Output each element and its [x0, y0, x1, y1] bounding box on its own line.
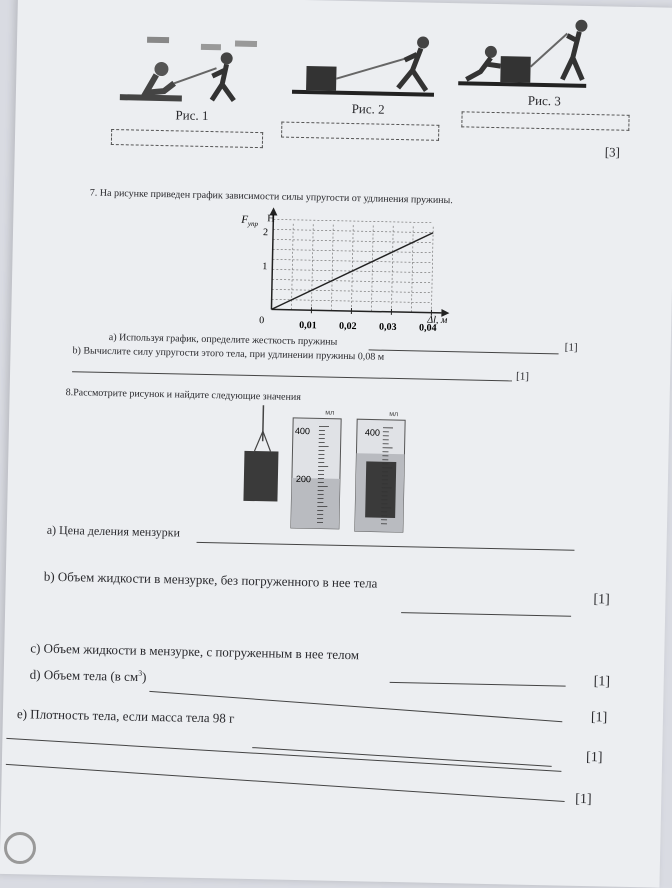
- answer-line-8e-1[interactable]: [252, 747, 551, 767]
- cylinder-2-400: 400: [365, 427, 380, 437]
- x-origin-label: 0: [259, 315, 264, 326]
- question-8c: c) Объем жидкости в мензурке, с погруженным в нее телом: [30, 640, 359, 663]
- cylinder-2-unit: мл: [389, 411, 398, 418]
- question-8e: е) Плотность тела, если масса тела 98 г: [17, 706, 235, 727]
- figure-1-illustration: [116, 32, 268, 115]
- hanging-thread: [263, 405, 264, 441]
- question-8d-score: [1]: [591, 710, 608, 726]
- x-tick-label: 0,01: [299, 320, 317, 331]
- cylinder-1-400: 400: [295, 426, 310, 436]
- question-8d-sup: 3: [138, 669, 142, 678]
- question-8b-score: [1]: [593, 592, 610, 608]
- question-8-title: 8.Рассмотрите рисунок и найдите следующие значения: [66, 387, 301, 403]
- answer-line-8a[interactable]: [197, 542, 575, 551]
- score-top: [3]: [605, 144, 621, 160]
- x-tick-label: 0,04: [419, 322, 437, 333]
- figure-2-drawing: [286, 26, 448, 109]
- x-axis-label: Δl, м: [426, 315, 448, 326]
- question-7a-score: [1]: [565, 342, 578, 354]
- question-7a: а) Используя график, определите жесткость пружины: [109, 332, 338, 348]
- grid-line-vertical: [431, 227, 433, 313]
- grid-line-vertical: [351, 225, 353, 311]
- graph-grid: [271, 219, 433, 312]
- answer-line-7b[interactable]: [72, 371, 512, 381]
- answer-line-8b[interactable]: [401, 612, 571, 617]
- grid-line-vertical: [311, 224, 313, 310]
- question-8a: а) Цена деления мензурки: [47, 523, 181, 541]
- figure-3-label: Рис. 3: [528, 93, 561, 110]
- cylinder-1-unit: мл: [325, 410, 334, 417]
- grid-line-vertical: [391, 226, 393, 312]
- question-8d-end: ): [142, 669, 147, 684]
- answer-line-7a[interactable]: [369, 349, 559, 354]
- cylinder-1-liquid: [291, 478, 340, 529]
- graph-svg: [221, 206, 464, 341]
- grid-line-vertical: [291, 224, 293, 310]
- figure-1-label: Рис. 1: [175, 107, 208, 124]
- question-8d-text: d) Объем тела (в см: [30, 667, 139, 684]
- y-tick-2: 2: [263, 227, 268, 238]
- figure-3-illustration: [456, 11, 608, 94]
- y-axis-unit: Н: [267, 213, 274, 224]
- question-8d: [30, 666, 147, 685]
- y-axis: [271, 213, 273, 309]
- question-7-title: 7. На рисунке приведен график зависимости силы упругости от удлинения пружины.: [90, 188, 453, 207]
- answer-line-8e-2[interactable]: [6, 738, 561, 772]
- y-axis-label: $F_{упр}$: [240, 214, 259, 228]
- submerged-body: [365, 461, 396, 518]
- x-tick-label: 0,02: [339, 321, 357, 332]
- figure-1-drawing: [116, 32, 268, 115]
- y-tick-1: 1: [262, 261, 267, 272]
- answer-line-8c[interactable]: [390, 682, 566, 687]
- grid-line-horizontal: [273, 219, 433, 222]
- question-7b: b) Вычислите силу упругости этого тела, при удлинении пружины 0,08 м: [72, 345, 384, 363]
- question-8b: b) Объем жидкости в мензурке, без погруженного в нее тела: [44, 569, 378, 592]
- grid-line-vertical: [411, 226, 413, 312]
- cylinder-1-200: 200: [296, 474, 311, 484]
- question-8e-score: [1]: [586, 750, 603, 766]
- hanging-body: [243, 451, 278, 502]
- figure-2-label: Рис. 2: [351, 101, 384, 118]
- answer-line-final[interactable]: [6, 764, 565, 802]
- answer-box-fig1[interactable]: [111, 129, 263, 148]
- force-extension-graph: [221, 206, 464, 341]
- binder-ring: [4, 832, 36, 864]
- cylinders-illustration: [217, 400, 420, 534]
- x-axis: [271, 309, 441, 313]
- question-7b-score: [1]: [516, 371, 529, 383]
- figure-2-illustration: [286, 26, 448, 109]
- grid-line-vertical: [371, 225, 373, 311]
- final-score-1: [1]: [575, 792, 592, 808]
- x-tick-label: 0,03: [379, 322, 397, 333]
- cylinders-svg: [217, 400, 420, 534]
- answer-box-fig3[interactable]: [461, 111, 629, 131]
- grid-line-vertical: [331, 225, 333, 311]
- figure-3-drawing: [456, 11, 608, 94]
- question-8c-score: [1]: [594, 674, 611, 690]
- answer-box-fig2[interactable]: [281, 122, 439, 141]
